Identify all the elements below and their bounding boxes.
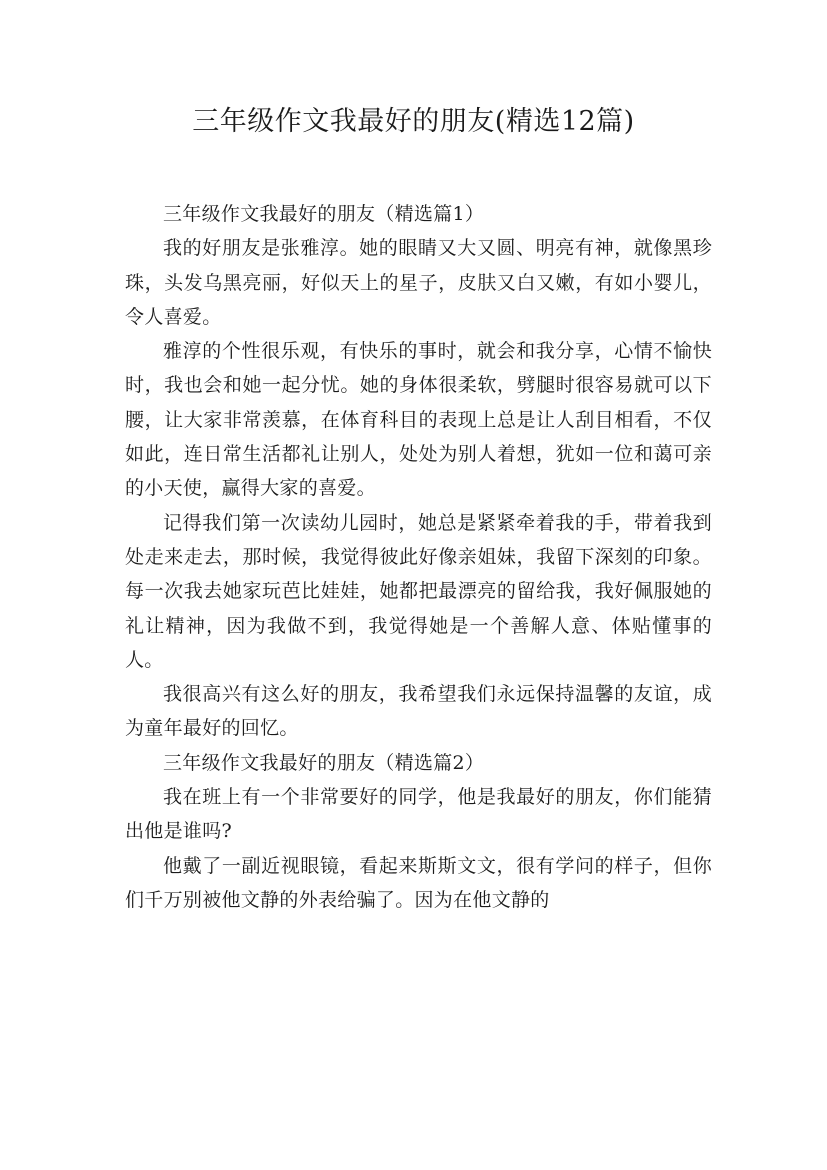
section-heading-2: 三年级作文我最好的朋友（精选篇2） — [163, 751, 485, 774]
section-heading-1: 三年级作文我最好的朋友（精选篇1） — [163, 203, 485, 225]
paragraph: 我很高兴有这么好的朋友，我希望我们永远保持温馨的友谊，成为童年最好的回忆。 — [125, 683, 712, 740]
paragraph: 我在班上有一个非常要好的同学，他是我最好的朋友，你们能猜出他是谁吗? — [125, 786, 712, 843]
document-title: 三年级作文我最好的朋友(精选12篇) — [192, 106, 635, 137]
paragraph: 我的好朋友是张雅淳。她的眼睛又大又圆、明亮有神，就像黑珍珠，头发乌黑亮丽，好似天上的星子，皮肤又白又嫩，有如小婴儿，令人喜爱。 — [125, 237, 712, 328]
paragraph: 记得我们第一次读幼儿园时，她总是紧紧牵着我的手，带着我到处走来走去，那时候，我觉得彼此好像亲姐妹，我留下深刻的印象。每一次我去她家玩芭比娃娃，她都把最漂亮的留给我，我好佩服她的礼让精神，因为我做不到，我觉得她是一个善解人意、体贴懂事的人。 — [125, 511, 712, 671]
paragraph: 他戴了一副近视眼镜，看起来斯斯文文，很有学问的样子，但你们千万别被他文静的外表给骗了。因为在他文静的 — [125, 854, 712, 911]
paragraph: 雅淳的个性很乐观，有快乐的事时，就会和我分享，心情不愉快时，我也会和她一起分忧。她的身体很柔软，劈腿时很容易就可以下腰，让大家非常羡慕，在体育科目的表现上总是让人刮目相看，不仅如此，连日常生活都礼让别人，处处为别人着想，犹如一位和蔼可亲的小天使，赢得大家的喜爱。 — [125, 340, 712, 500]
document-body — [125, 197, 712, 917]
